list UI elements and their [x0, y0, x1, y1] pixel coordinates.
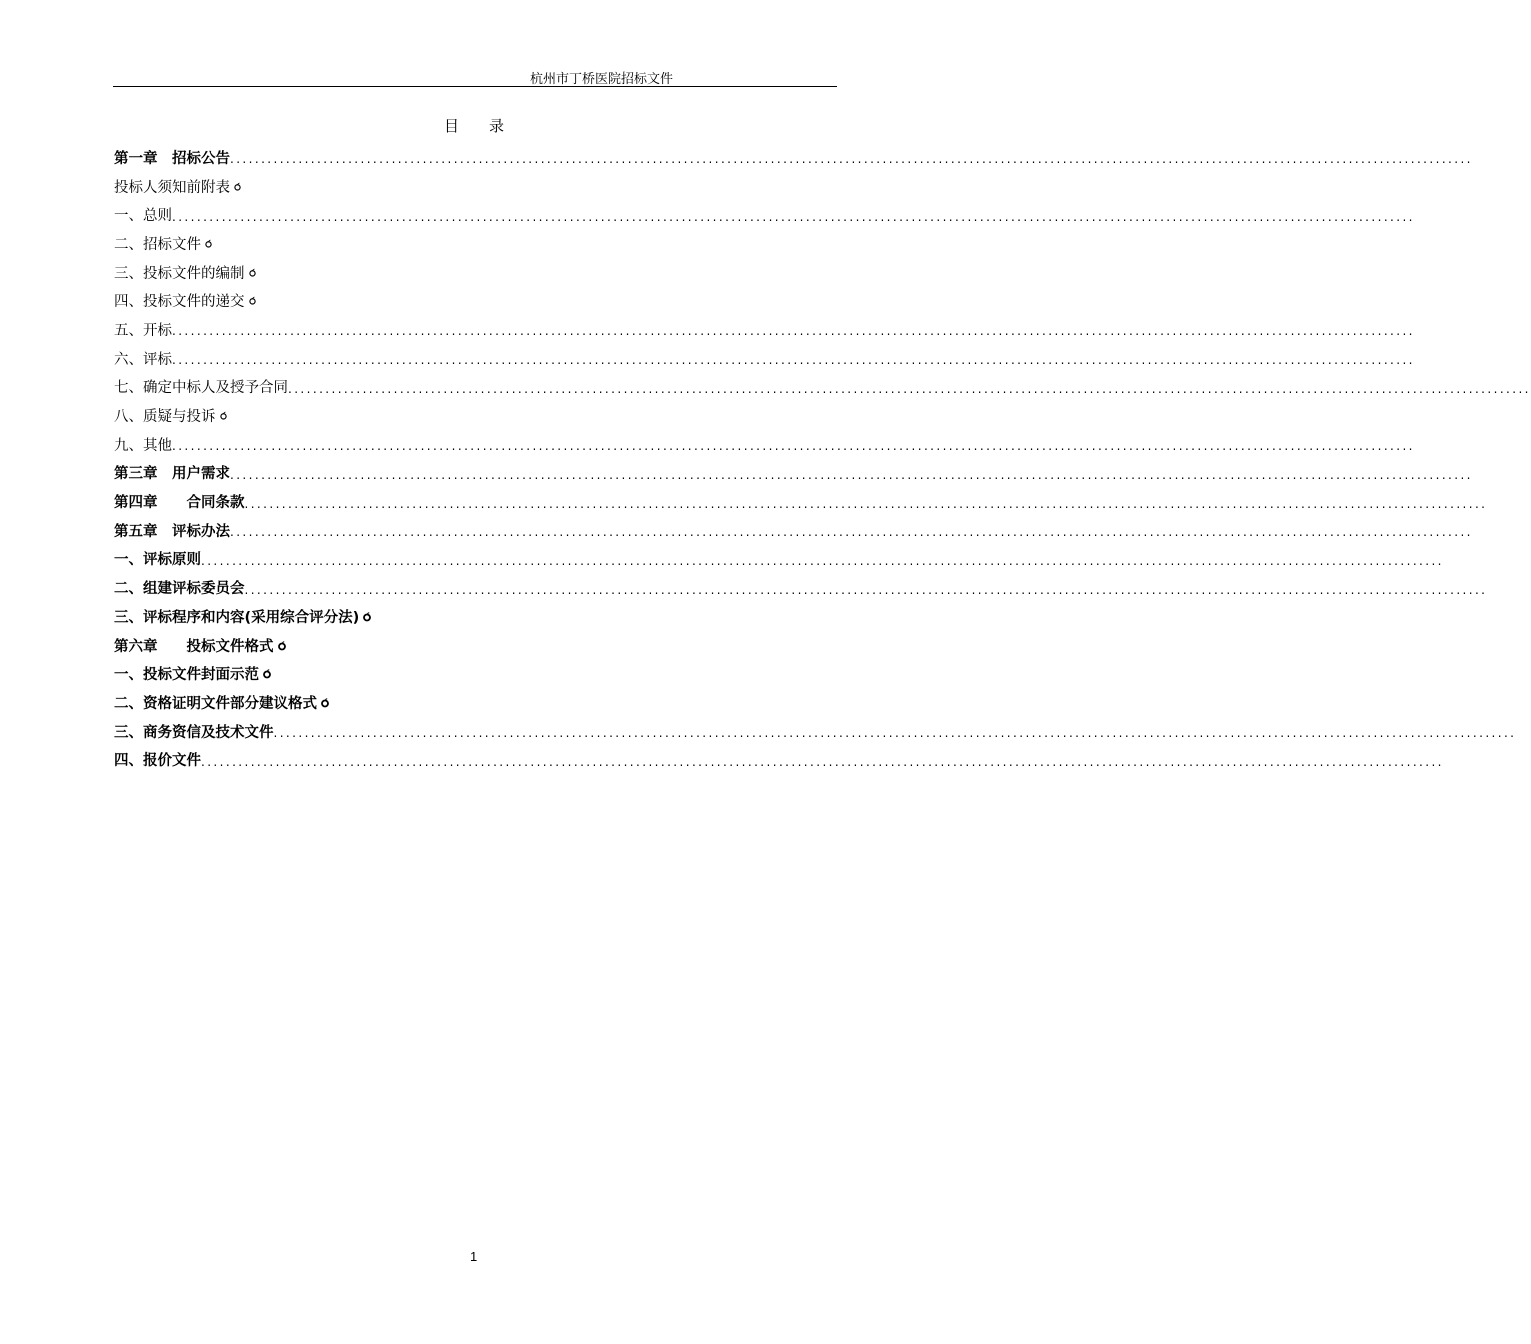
toc-entry-label: 二、招标文件	[114, 236, 201, 253]
toc-dot-leader: ........................................................................................................................................................................................................	[172, 324, 1415, 339]
toc-dot-leader: ........................................................................................................................................................................................................	[230, 525, 1473, 540]
toc-entry[interactable]	[114, 344, 1415, 373]
toc-entry-label: 第三章 用户需求	[114, 466, 230, 483]
toc-entry[interactable]	[114, 200, 1415, 229]
toc-entry[interactable]	[114, 430, 1415, 459]
toc-entry[interactable]	[114, 315, 1415, 344]
toc-entry-label: 投标人须知前附表	[114, 179, 230, 196]
broken-reference-icon	[249, 296, 256, 305]
toc-dot-leader: ........................................................................................................................................................................................................	[172, 209, 1415, 224]
toc-dot-leader: ........................................................................................................................................................................................................	[230, 152, 1473, 167]
toc-dot-leader: ........................................................................................................................................................................................................	[273, 726, 1517, 741]
toc-entry-label: 四、投标文件的递交	[114, 294, 245, 311]
toc-entry-label: 九、其他	[114, 437, 172, 454]
toc-entry[interactable]	[114, 659, 806, 688]
toc-entry[interactable]	[114, 172, 806, 201]
toc-title: 目录	[444, 117, 535, 135]
toc-dot-leader: ........................................................................................................................................................................................................	[244, 582, 1488, 597]
toc-entry-label: 三、评标程序和内容(采用综合评分法)	[114, 609, 360, 626]
toc-entry-label: 二、组建评标委员会	[114, 581, 245, 598]
toc-entry-label: 第四章 合同条款	[114, 495, 245, 512]
broken-reference-icon	[205, 239, 212, 248]
toc-dot-leader: ........................................................................................................................................................................................................	[172, 439, 1415, 454]
toc-entry[interactable]	[114, 545, 1444, 574]
broken-reference-icon	[363, 612, 371, 621]
toc-entry[interactable]	[114, 688, 806, 717]
toc-entry[interactable]	[114, 487, 1488, 516]
running-header: 杭州市丁桥医院招标文件	[530, 72, 674, 87]
toc-entry[interactable]	[114, 229, 806, 258]
toc-dot-leader: ........................................................................................................................................................................................................	[172, 353, 1415, 368]
toc-entry[interactable]	[114, 401, 806, 430]
toc-entry[interactable]	[114, 459, 1473, 488]
toc-entry[interactable]	[114, 573, 1488, 602]
toc-entry-label: 一、总则	[114, 208, 172, 225]
toc-entry-label: 第五章 评标办法	[114, 523, 230, 540]
toc-entry-label: 五、开标	[114, 322, 172, 339]
toc-entry[interactable]	[114, 717, 1517, 746]
broken-reference-icon	[278, 641, 286, 650]
toc-dot-leader: ........................................................................................................................................................................................................	[201, 553, 1444, 568]
toc-dot-leader: ........................................................................................................................................................................................................	[244, 496, 1488, 511]
toc-entry-label: 三、商务资信及技术文件	[114, 724, 274, 741]
broken-reference-icon	[234, 182, 241, 191]
toc-entry-label: 七、确定中标人及授予合同	[114, 380, 288, 397]
toc-entry-label: 六、评标	[114, 351, 172, 368]
toc-entry[interactable]	[114, 258, 806, 287]
toc-entry[interactable]	[114, 602, 806, 631]
toc-entry[interactable]	[114, 286, 806, 315]
page-number: 1	[470, 1249, 478, 1264]
toc-entry[interactable]	[114, 373, 1531, 402]
broken-reference-icon	[220, 411, 227, 420]
toc-entry-label: 一、投标文件封面示范	[114, 667, 259, 684]
table-of-contents	[114, 143, 1531, 774]
toc-dot-leader: ........................................................................................................................................................................................................	[230, 467, 1473, 482]
broken-reference-icon	[321, 698, 329, 707]
toc-entry[interactable]	[114, 745, 1444, 774]
toc-entry-label: 一、评标原则	[114, 552, 201, 569]
broken-reference-icon	[263, 669, 271, 678]
header-rule	[113, 86, 837, 87]
toc-entry-label: 第六章 投标文件格式	[114, 638, 274, 655]
toc-entry-label: 第一章 招标公告	[114, 150, 230, 167]
toc-entry[interactable]	[114, 516, 1473, 545]
toc-entry[interactable]	[114, 631, 806, 660]
broken-reference-icon	[249, 268, 256, 277]
toc-dot-leader: ........................................................................................................................................................................................................	[288, 381, 1531, 396]
toc-dot-leader: ........................................................................................................................................................................................................	[201, 754, 1444, 769]
toc-entry-label: 四、报价文件	[114, 753, 201, 770]
toc-entry-label: 八、质疑与投诉	[114, 409, 216, 426]
toc-entry[interactable]	[114, 143, 1473, 172]
toc-entry-label: 三、投标文件的编制	[114, 265, 245, 282]
toc-entry-label: 二、资格证明文件部分建议格式	[114, 695, 317, 712]
